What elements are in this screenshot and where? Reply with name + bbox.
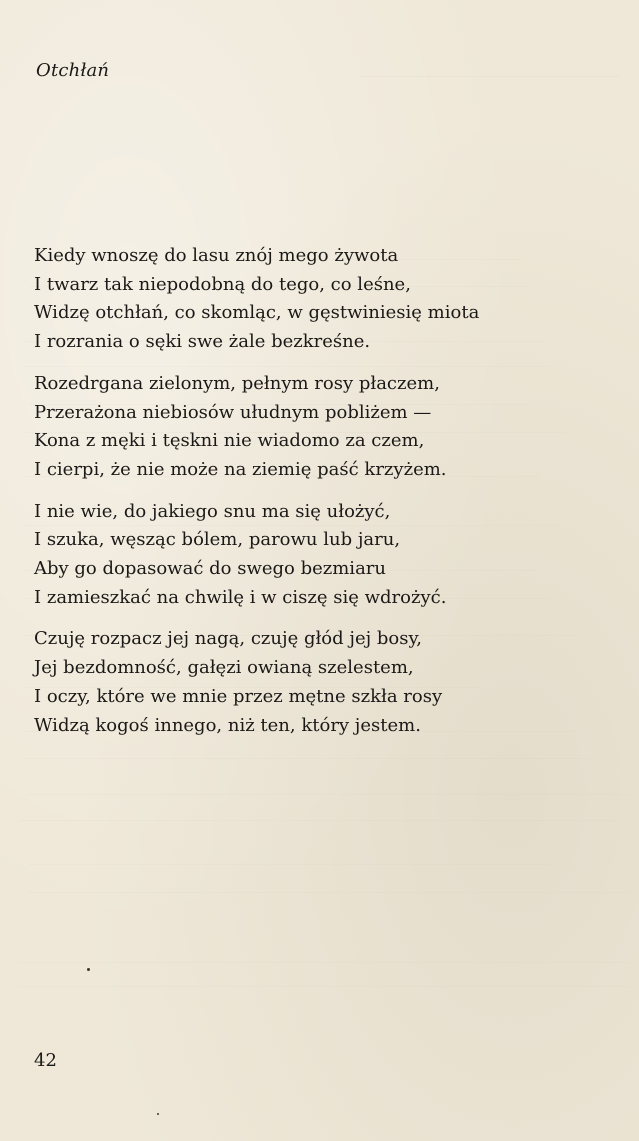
print-speck (87, 968, 90, 971)
poem-line: I twarz tak niepodobną do tego, co leśne, (34, 273, 411, 295)
poem-line: Kiedy wnoszę do lasu znój mego żywota (34, 245, 399, 266)
print-speck (157, 1113, 159, 1115)
stanza (34, 370, 604, 485)
poem-line: Aby go dopasować do swego bezmiaru (34, 558, 386, 580)
page-header-title: Otchłań (36, 60, 110, 81)
poem-line: Widzą kogoś innego, niż ten, który jestem. (34, 714, 421, 736)
stanza (34, 498, 604, 613)
poem-line: Przerażona niebiosów ułudnym pobliżem — (34, 401, 432, 423)
poem-line: Widzę otchłań, co skomląc, w gęstwiniesię miota (34, 302, 480, 324)
poem-line: Jej bezdomność, gałęzi owianą szelestem, (34, 657, 414, 679)
stanza (34, 242, 604, 357)
poem-line: I oczy, które we mnie przez mętne szkła rosy (34, 685, 443, 707)
poem (34, 242, 604, 753)
poem-line: Kona z męki i tęskni nie wiadomo za czem, (34, 430, 425, 452)
page-number: 42 (34, 1050, 57, 1071)
poem-line: I rozrania o sęki swe żale bezkreśne. (34, 331, 371, 353)
poem-line: Czuję rozpacz jej nagą, czuję głód jej bosy, (34, 628, 423, 650)
stanza (34, 625, 604, 740)
poem-line: I szuka, węsząc bólem, parowu lub jaru, (34, 529, 401, 551)
poem-line: I nie wie, do jakiego snu ma się ułożyć, (34, 500, 391, 522)
poem-line: I cierpi, że nie może na ziemię paść krzyżem. (34, 458, 447, 480)
poem-line: Rozedrgana zielonym, pełnym rosy płaczem, (34, 372, 440, 394)
poem-line: I zamieszkać na chwilę i w ciszę się wdrożyć. (34, 586, 447, 608)
